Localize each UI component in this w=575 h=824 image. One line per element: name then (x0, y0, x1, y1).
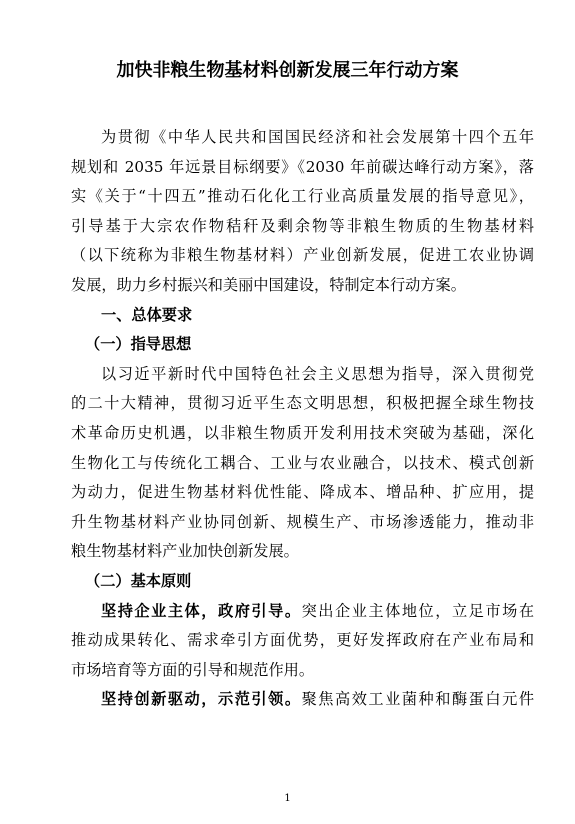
principle-first-line (71, 597, 534, 627)
intro-line: 发展，助力乡村振兴和美丽中国建设，特制定本行动方案。 (71, 275, 466, 294)
paragraph-line: 的二十大精神，贯彻习近平生态文明思想，积极把握全球生物技 (71, 394, 534, 413)
principle-paragraph-enterprise (71, 597, 534, 686)
paragraph-line: 粮生物基材料产业加快创新发展。 (71, 542, 299, 561)
intro-line: 引导基于大宗农作物秸秆及剩余物等非粮生物质的生物基材料 (71, 216, 534, 235)
intro-line: （以下统称为非粮生物基材料）产业创新发展，促进工农业协调 (71, 246, 534, 265)
intro-paragraph (71, 123, 534, 301)
subsection-heading-guiding-ideology: （一）指导思想 (85, 335, 192, 354)
subsection-heading-basic-principles: （二）基本原则 (85, 571, 192, 590)
page-number: 1 (284, 793, 291, 804)
principle-first-line (71, 685, 534, 715)
document-body (71, 123, 534, 715)
intro-line: 实《关于“十四五”推动石化化工行业高质量发展的指导意见》， (71, 187, 534, 206)
paragraph-line: 市场培育等方面的引导和规范作用。 (71, 660, 314, 679)
paragraph-line: 术革命历史机遇，以非粮生物质开发利用技术突破为基础，深化 (71, 423, 534, 442)
paragraph-line: 推动成果转化、需求牵引方面优势，更好发挥政府在产业布局和 (71, 631, 534, 650)
section-heading-general-requirements: 一、总体要求 (101, 305, 193, 324)
paragraph-line: 升生物基材料产业协同创新、规模生产、市场渗透能力，推动非 (71, 512, 534, 531)
document-title: 加快非粮生物基材料创新发展三年行动方案 (116, 60, 459, 81)
principle-lead: 坚持创新驱动，示范引领。 (101, 690, 302, 709)
paragraph-line: 以习近平新时代中国特色社会主义思想为指导，深入贯彻党 (101, 364, 534, 383)
paragraph-line: 为动力，促进生物基材料优性能、降成本、增品种、扩应用，提 (71, 483, 534, 502)
principle-paragraph-innovation (71, 685, 534, 715)
principle-text: 聚焦高效工业菌种和酶蛋白元件 (301, 690, 534, 709)
principle-lead: 坚持企业主体，政府引导。 (101, 601, 302, 620)
intro-line: 为贯彻《中华人民共和国国民经济和社会发展第十四个五年 (101, 128, 534, 146)
guiding-ideology-paragraph (71, 360, 534, 567)
intro-line: 规划和 2035 年远景目标纲要》《2030 年前碳达峰行动方案》，落 (71, 157, 534, 176)
principle-text: 突出企业主体地位，立足市场在 (301, 601, 534, 620)
paragraph-line: 生物化工与传统化工耦合、工业与农业融合，以技术、模式创新 (71, 453, 534, 472)
